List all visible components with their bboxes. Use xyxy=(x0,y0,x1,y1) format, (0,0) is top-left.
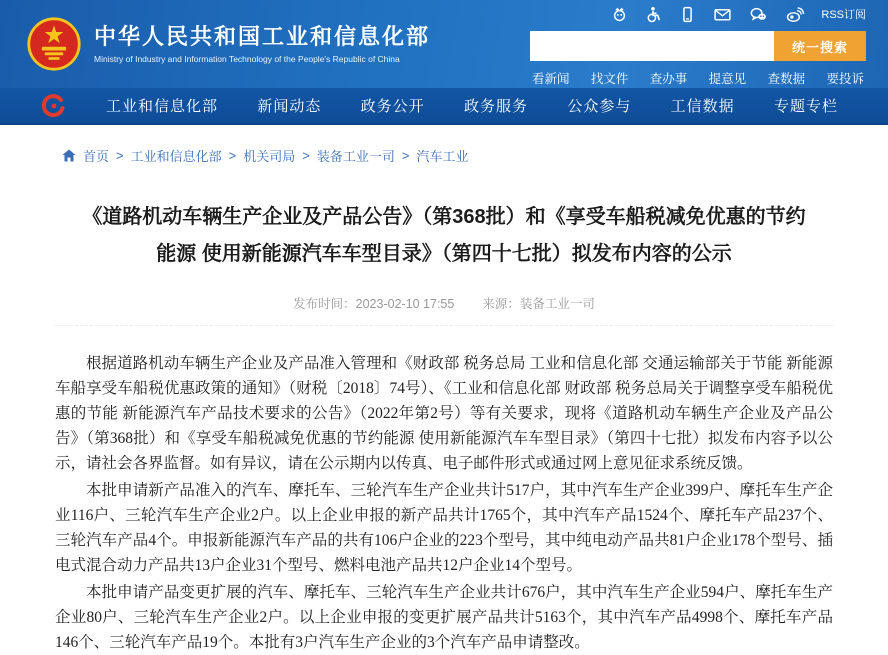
meta-divider xyxy=(55,325,833,326)
quick-link-news[interactable]: 看新闻 xyxy=(532,72,570,86)
nav-item-services[interactable]: 政务服务 xyxy=(463,98,528,115)
quick-link-files[interactable]: 找文件 xyxy=(590,72,629,86)
site-header xyxy=(0,0,888,88)
brand[interactable] xyxy=(26,16,430,72)
wechat-icon[interactable] xyxy=(749,6,768,23)
paragraph-3: 本批申请产品变更扩展的汽车、摩托车、三轮汽车生产企业共计676户，其中汽车生产企业594户、摩托车生产企业80户、三轮汽车生产企业2户。以上企业申报的变更扩展产品共计5163个，其中汽车产品4998个、摩托车产品146个、三轮汽车产品19个。本批有3户汽车生产企业的3个汽车产品申请整改。 xyxy=(55,584,833,651)
site-subtitle: Ministry of Industry and Information Technology of the People's Republic of China xyxy=(94,53,400,64)
main-nav xyxy=(0,88,888,125)
article-body xyxy=(55,351,833,655)
article-meta xyxy=(55,294,833,312)
mail-icon[interactable] xyxy=(713,6,732,23)
home-icon[interactable] xyxy=(62,149,76,162)
breadcrumb-equipment[interactable]: 装备工业一司 xyxy=(316,149,395,164)
breadcrumb-automobile[interactable]: 汽车工业 xyxy=(416,149,469,164)
nav-item-data[interactable]: 工信数据 xyxy=(670,98,735,115)
publish-time: 2023-02-10 17:55 xyxy=(355,297,455,311)
article-title: 《道路机动车辆生产企业及产品公告》（第368批）和《享受车船税减免优惠的节约能源 使用新能源汽车车型目录》（第四十七批）拟发布内容的公示 xyxy=(82,206,806,265)
quick-link-services[interactable]: 查办事 xyxy=(649,72,688,86)
mobile-icon[interactable] xyxy=(679,6,696,23)
accessibility-icon[interactable] xyxy=(645,6,662,23)
nav-item-disclosure[interactable]: 政务公开 xyxy=(360,98,425,115)
publish-time-label: 发布时间： xyxy=(293,297,356,311)
nav-item-miit[interactable]: 工业和信息化部 xyxy=(106,98,219,115)
breadcrumb: 首页 > 工业和信息化部 > 机关司局 > 装备工业一司 > 汽车工业 xyxy=(0,125,888,173)
rss-link[interactable]: RSS订阅 xyxy=(821,9,866,21)
site-title: 中华人民共和国工业和信息化部 xyxy=(94,23,431,49)
breadcrumb-bureaus[interactable]: 机关司局 xyxy=(243,149,296,164)
source-value: 装备工业一司 xyxy=(519,297,595,311)
quick-link-complaint[interactable]: 要投诉 xyxy=(826,72,864,86)
national-emblem-icon xyxy=(26,16,82,72)
weibo-icon[interactable] xyxy=(785,6,804,23)
article xyxy=(55,199,833,655)
breadcrumb-home[interactable]: 首页 xyxy=(83,149,110,164)
nav-item-public[interactable]: 公众参与 xyxy=(567,98,632,115)
miit-logo-icon xyxy=(40,93,66,119)
nav-item-topics[interactable]: 专题专栏 xyxy=(773,98,838,115)
search-input[interactable] xyxy=(530,31,774,61)
quick-link-feedback[interactable]: 提意见 xyxy=(708,72,747,86)
paragraph-1: 根据道路机动车辆生产企业及产品准入管理和《财政部 税务总局 工业和信息化部 交通运输部关于节能 新能源车船享受车船税优惠政策的通知》（财税〔2018〕74号）、《工业和信息化部 财政部 税务总局关于调整享受车船税优惠的节能 新能源汽车产品技术要求的公告》（2022年第2号）等有关要求，现将《道路机动车辆生产企业及产品公告》（第368批）和《享受车船税减免优惠的节约能源 使用新能源汽车车型目录》（第四十七批）拟发布内容予以公示，请社会各界监督。如有异议，请在公示期内以传真、电子邮件形式或通过网上意见征求系统反馈。 xyxy=(55,355,833,472)
unified-search-button[interactable]: 统一搜索 xyxy=(774,31,866,61)
quick-link-data[interactable]: 查数据 xyxy=(767,72,806,86)
nav-item-news[interactable]: 新闻动态 xyxy=(257,98,322,115)
paragraph-2: 本批申请新产品准入的汽车、摩托车、三轮汽车生产企业共计517户，其中汽车生产企业399户、摩托车生产企业116户、三轮汽车生产企业2户。以上企业申报的新产品共计1765个，其中汽车产品1524个、摩托车产品237个、三轮汽车产品4个。申报新能源汽车产品的共有106户企业的223个型号，其中纯电动产品共81户企业178个型号、插电式混合动力产品共13户企业31个型号、燃料电池产品共12户企业14个型号。 xyxy=(55,482,833,574)
quick-links xyxy=(530,67,866,87)
breadcrumb-miit[interactable]: 工业和信息化部 xyxy=(130,149,222,164)
source-label: 来源： xyxy=(482,297,520,311)
mascot-icon[interactable] xyxy=(611,6,628,23)
